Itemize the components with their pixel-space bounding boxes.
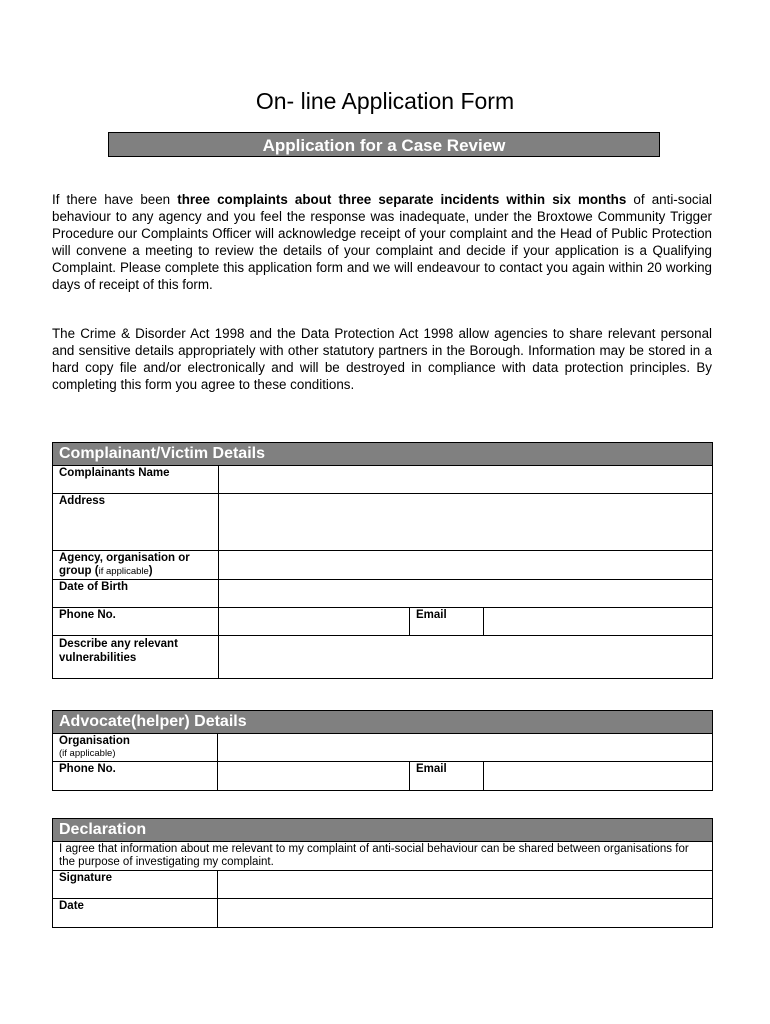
agency-label-note: if applicable bbox=[98, 566, 149, 577]
intro-text-before: If there have been bbox=[52, 192, 178, 207]
signature-field[interactable] bbox=[218, 871, 713, 899]
phone-field[interactable] bbox=[219, 608, 410, 636]
declaration-table bbox=[52, 818, 713, 928]
vulnerabilities-label: Describe any relevant vulnerabilities bbox=[53, 636, 219, 679]
complainant-heading: Complainant/Victim Details bbox=[53, 443, 713, 466]
date-field[interactable] bbox=[218, 899, 713, 928]
form-banner: Application for a Case Review bbox=[108, 132, 660, 157]
vulnerabilities-field[interactable] bbox=[219, 636, 713, 679]
advocate-heading: Advocate(helper) Details bbox=[53, 711, 713, 734]
phone-label: Phone No. bbox=[53, 608, 219, 636]
complainant-table bbox=[52, 442, 713, 679]
agency-label bbox=[53, 551, 219, 580]
date-of-birth-field[interactable] bbox=[219, 580, 713, 608]
advocate-email-field[interactable] bbox=[484, 762, 713, 791]
date-label: Date bbox=[53, 899, 218, 928]
date-of-birth-label: Date of Birth bbox=[53, 580, 219, 608]
organisation-label-text: Organisation bbox=[59, 735, 130, 747]
intro-text-emphasis: three complaints about three separate incidents within six months bbox=[177, 192, 627, 207]
address-field[interactable] bbox=[219, 494, 713, 551]
declaration-text: I agree that information about me relevant to my complaint of anti-social behaviour can be shared between organisations for the purpose of investigating my complaint. bbox=[53, 842, 713, 871]
intro-paragraph bbox=[52, 191, 712, 293]
email-field[interactable] bbox=[484, 608, 713, 636]
data-protection-paragraph: The Crime & Disorder Act 1998 and the Data Protection Act 1998 allow agencies to share relevant personal and sensitive details appropriately with other statutory partners in the Borough. Information may be stored in a hard copy file and/or electronically and will be destroyed in compliance with data protection principles. By completing this form you agree to these conditions. bbox=[52, 326, 712, 392]
agency-field[interactable] bbox=[219, 551, 713, 580]
complainant-name-label: Complainants Name bbox=[53, 466, 219, 494]
signature-label: Signature bbox=[53, 871, 218, 899]
email-label: Email bbox=[410, 608, 484, 636]
form-title: On- line Application Form bbox=[255, 88, 515, 114]
organisation-label-note: (if applicable) bbox=[59, 748, 116, 759]
advocate-phone-label: Phone No. bbox=[53, 762, 218, 791]
organisation-label bbox=[53, 734, 218, 762]
complainant-name-field[interactable] bbox=[219, 466, 713, 494]
advocate-email-label: Email bbox=[410, 762, 484, 791]
organisation-field[interactable] bbox=[218, 734, 713, 762]
declaration-heading: Declaration bbox=[53, 819, 713, 842]
agency-label-text: Agency, organisation or group ( bbox=[59, 552, 190, 577]
advocate-table bbox=[52, 710, 713, 791]
agency-label-close: ) bbox=[148, 565, 153, 577]
address-label: Address bbox=[53, 494, 219, 551]
intro-text-after: of anti-social behaviour to any agency and you feel the response was inadequate, under the Broxtowe Community Trigger Procedure our Complaints Officer will acknowledge receipt of your complaint and the Head of Public Protection will convene a meeting to review the details of your complaint and decide if your application is a Qualifying Complaint. Please complete this application form and we will endeavour to contact you again within 20 working days of receipt of this form. bbox=[52, 192, 712, 292]
advocate-phone-field[interactable] bbox=[218, 762, 410, 791]
